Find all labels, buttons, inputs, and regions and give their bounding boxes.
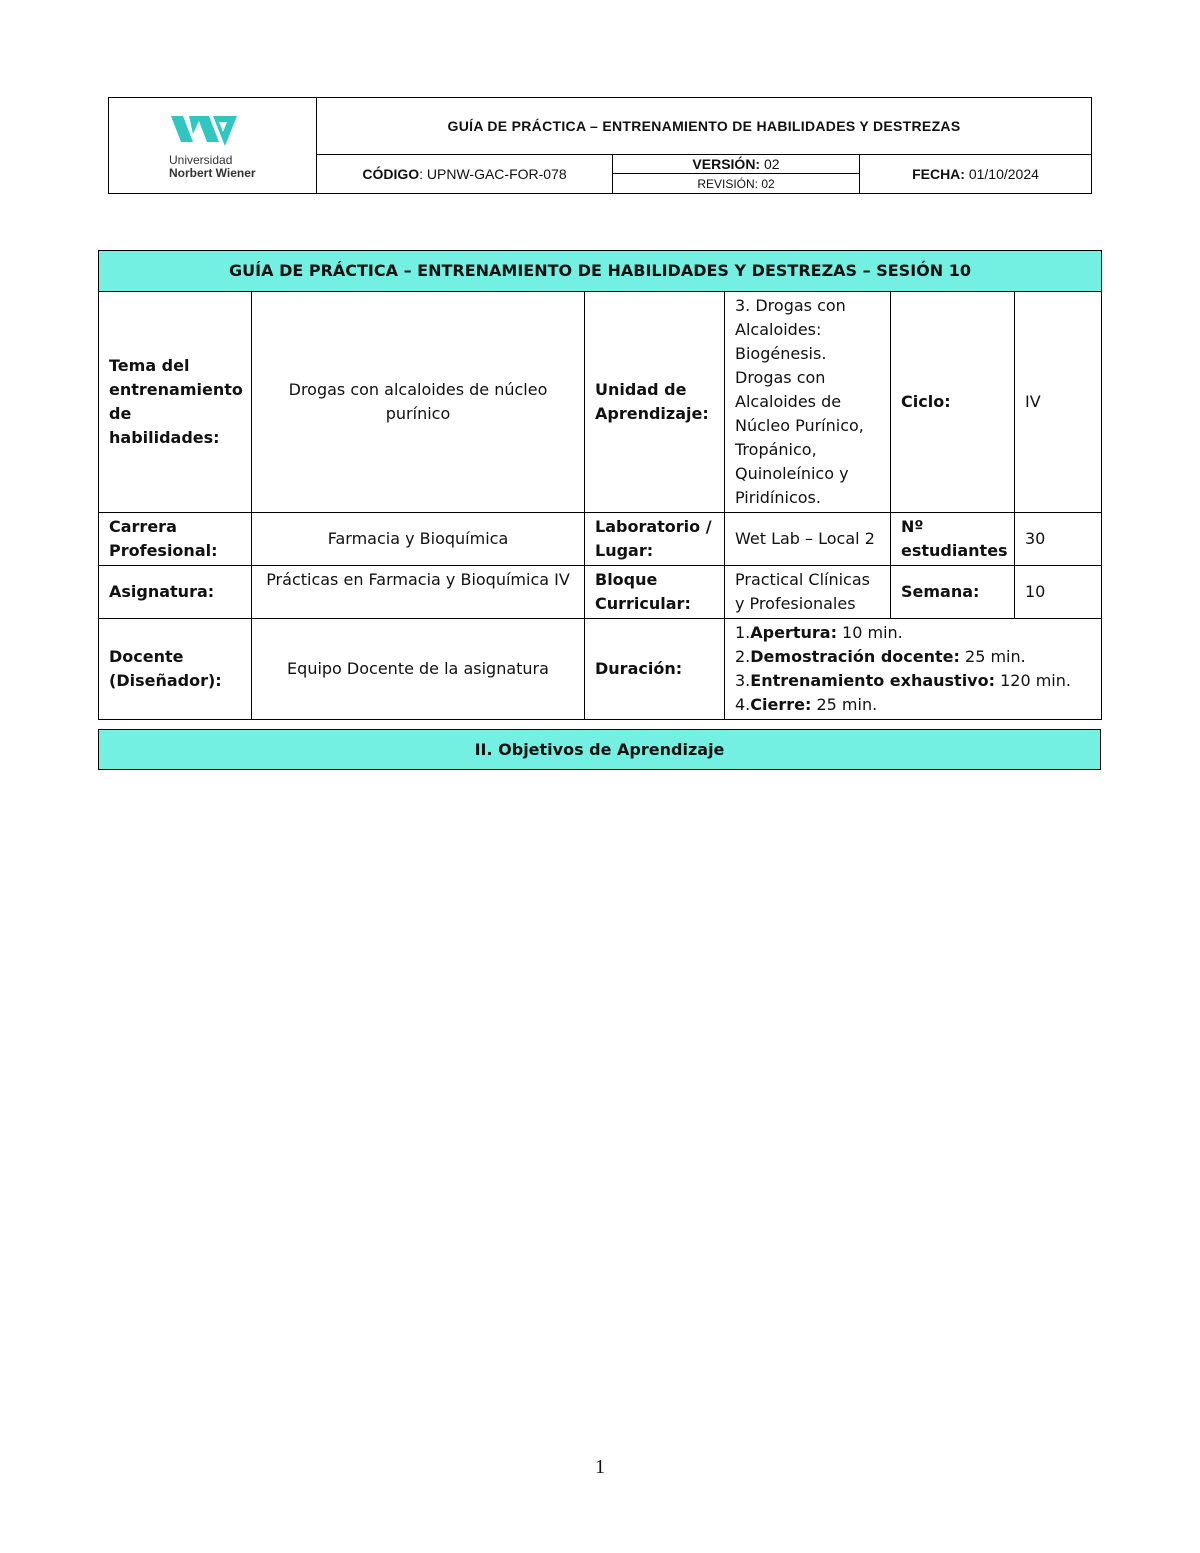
revision-cell: REVISIÓN: 02 [613,174,860,194]
duracion-value [725,619,1102,720]
document-header [108,97,1092,194]
unidad-value: 3. Drogas con Alcaloides: Biogénesis. Drogas con Alcaloides de Núcleo Purínico, Tropánico, Quinoleínico y Piridínicos. [725,292,891,513]
codigo-value: : UPNW-GAC-FOR-078 [419,166,567,182]
asignatura-label: Asignatura: [99,566,252,619]
carrera-label: Carrera Profesional: [99,513,252,566]
objetivos-section [98,729,1101,770]
estudiantes-label: Nº estudiantes [891,513,1015,566]
unidad-label: Unidad de Aprendizaje: [585,292,725,513]
university-logo [109,112,316,180]
docente-value: Equipo Docente de la asignatura [252,619,585,720]
carrera-value: Farmacia y Bioquímica [252,513,585,566]
tema-label: Tema del entrenamiento de habilidades: [99,292,252,513]
semana-label: Semana: [891,566,1015,619]
ciclo-value: IV [1015,292,1102,513]
codigo-label: CÓDIGO [362,166,420,182]
version-label: VERSIÓN: [692,156,761,172]
tema-value: Drogas con alcaloides de núcleo purínico [252,292,585,513]
version-value: 02 [760,156,780,172]
list-item: 2.Demostración docente: 25 min. [735,647,1026,666]
duracion-label: Duración: [585,619,725,720]
ciclo-label: Ciclo: [891,292,1015,513]
codigo-cell [317,155,613,194]
header-title: GUÍA DE PRÁCTICA – ENTRENAMIENTO DE HABILIDADES Y DESTREZAS [317,98,1092,155]
docente-label: Docente (Diseñador): [99,619,252,720]
bloque-label: Bloque Curricular: [585,566,725,619]
page-number: 1 [595,1456,605,1478]
bloque-value: Practical Clínicas y Profesionales [725,566,891,619]
objetivos-title: II. Objetivos de Aprendizaje [99,730,1101,770]
fecha-value: 01/10/2024 [964,166,1039,182]
asignatura-value: Prácticas en Farmacia y Bioquímica IV [252,566,585,619]
list-item: 3.Entrenamiento exhaustivo: 120 min. [735,671,1071,690]
version-cell [613,155,860,174]
logo-line1: Universidad [169,152,233,167]
logo-line2: Norbert Wiener [169,165,256,180]
list-item: 4.Cierre: 25 min. [735,695,878,714]
laboratorio-value: Wet Lab – Local 2 [725,513,891,566]
guide-table [98,250,1102,720]
estudiantes-value: 30 [1015,513,1102,566]
fecha-label: FECHA: [912,166,965,182]
semana-value: 10 [1015,566,1102,619]
laboratorio-label: Laboratorio / Lugar: [585,513,725,566]
list-item: 1.Apertura: 10 min. [735,623,903,642]
fecha-cell [860,155,1092,194]
guide-title: GUÍA DE PRÁCTICA – ENTRENAMIENTO DE HABILIDADES Y DESTREZAS – SESIÓN 10 [99,251,1102,292]
duracion-list [735,621,1091,717]
logo-mark-icon [169,112,239,150]
logo-cell [109,98,317,194]
